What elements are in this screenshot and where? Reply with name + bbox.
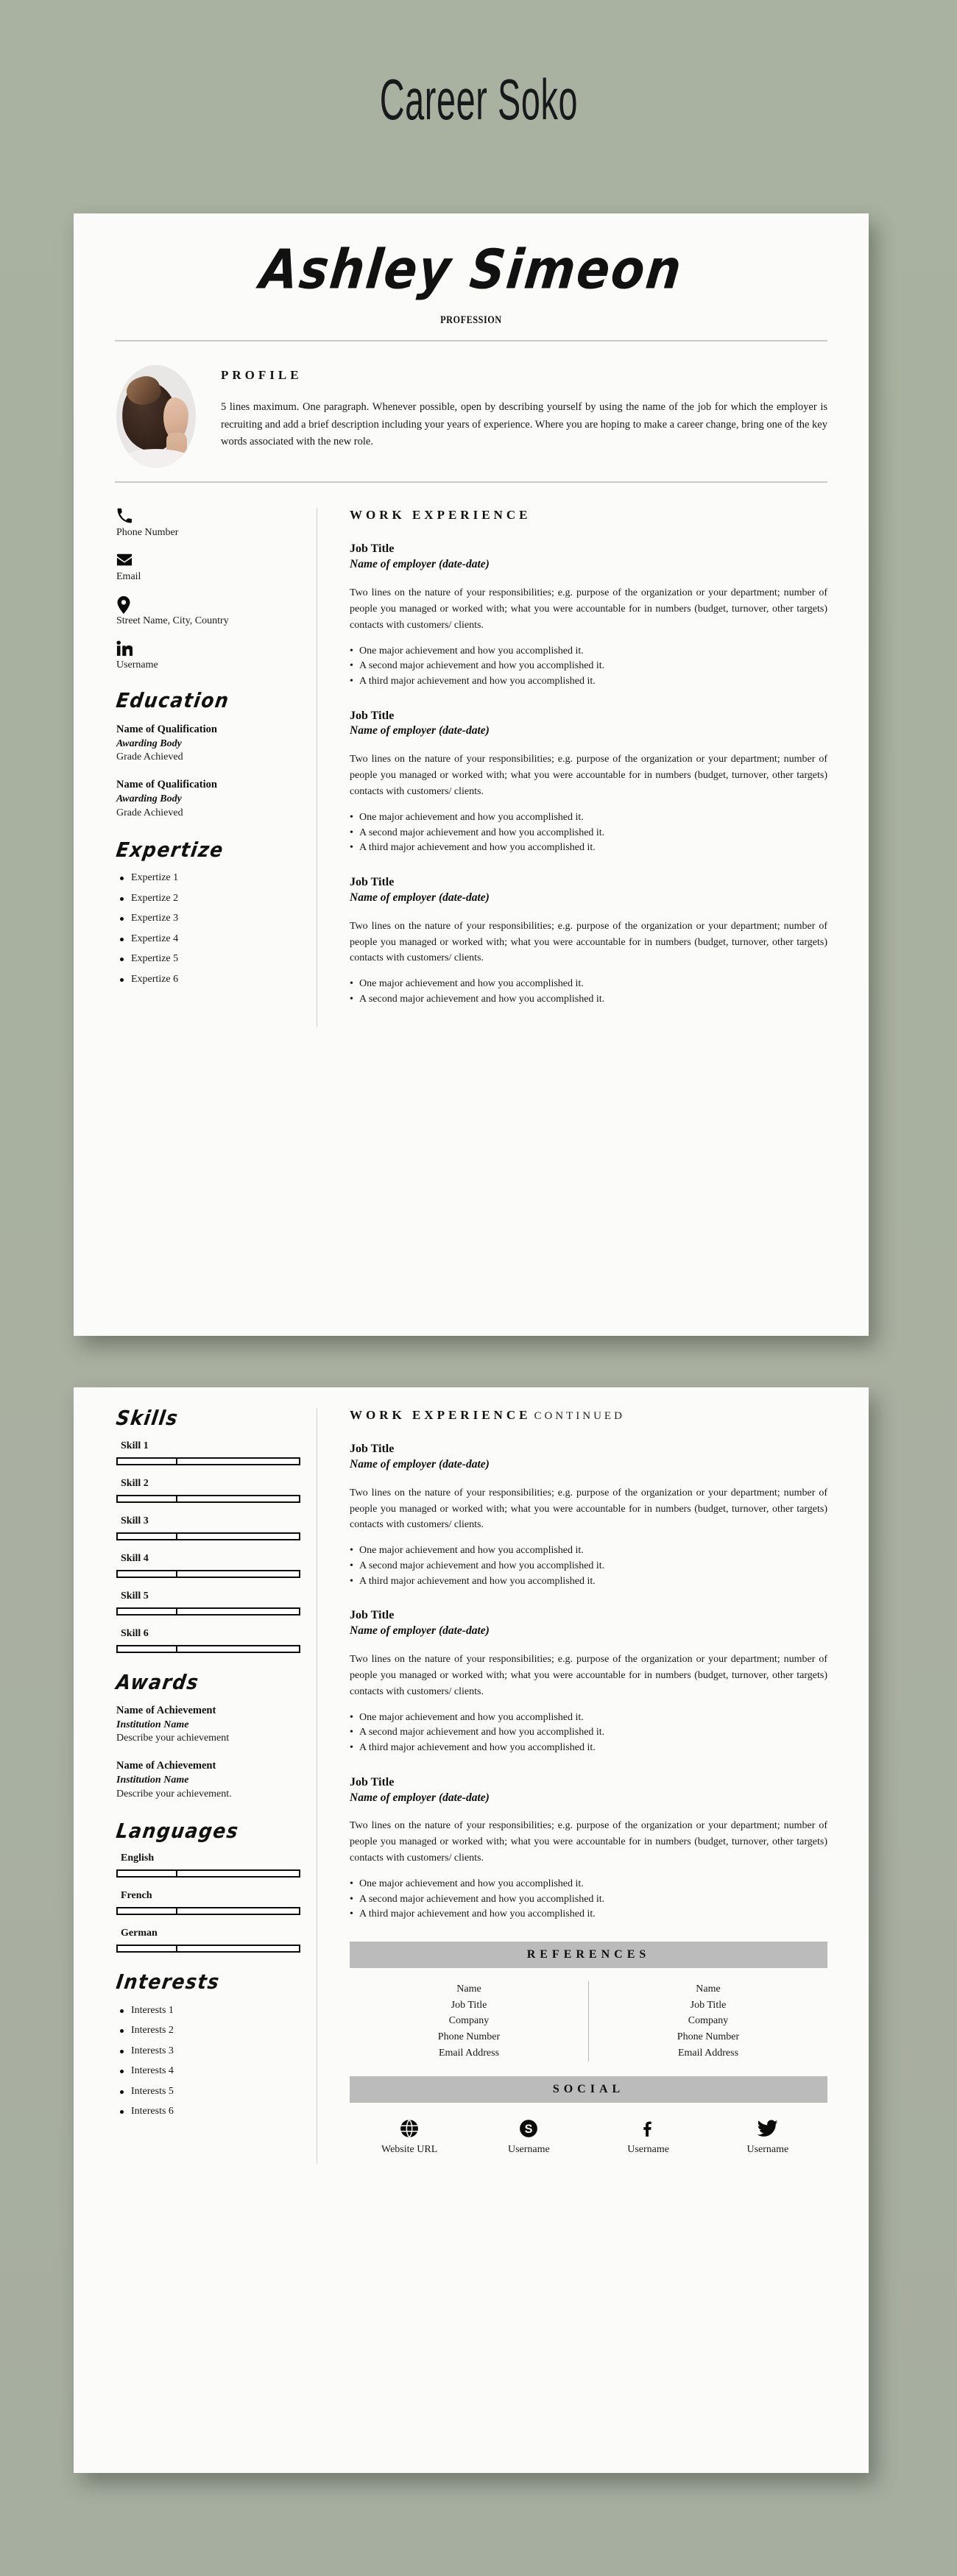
job-entry — [350, 1442, 827, 1589]
work-experience-heading-continued: CONTINUED — [534, 1410, 625, 1422]
education-heading: Education — [114, 689, 231, 712]
job-bullet-list — [350, 1710, 827, 1756]
social-item-facebook[interactable] — [589, 2117, 708, 2156]
job-bullet: • One major achievement and how you accomplished it. — [350, 1877, 827, 1892]
references-banner — [350, 1942, 827, 1968]
expertize-list — [116, 871, 300, 986]
page-1-main — [317, 508, 827, 1026]
candidate-name: Ashley Simeon — [257, 238, 685, 302]
location-pin-icon — [116, 596, 300, 614]
globe-icon — [350, 2117, 469, 2140]
skype-icon — [469, 2117, 588, 2140]
job-title: Job Title — [350, 709, 395, 722]
award-institution: Institution Name — [116, 1774, 189, 1786]
social-label-website: Website URL — [381, 2143, 438, 2155]
contact-item-phone[interactable] — [116, 508, 300, 539]
social-item-website[interactable] — [350, 2117, 469, 2156]
skill-item — [116, 1515, 300, 1540]
list-item: Interests 6 — [116, 2105, 300, 2118]
job-bullet-list — [350, 810, 827, 856]
profile-section — [109, 342, 833, 468]
skill-item — [116, 1478, 300, 1503]
skill-item — [116, 1590, 300, 1616]
language-item — [116, 1928, 300, 1953]
education-entry — [116, 723, 300, 765]
job-employer: Name of employer (date-date) — [350, 558, 490, 571]
skill-bar — [116, 1532, 300, 1540]
award-entry — [116, 1704, 300, 1746]
list-item: Interests 3 — [116, 2045, 300, 2058]
job-title: Job Title — [350, 1443, 395, 1455]
job-bullet: • A third major achievement and how you accomplished it. — [350, 1907, 827, 1922]
list-item: Expertize 1 — [116, 871, 300, 885]
job-title: Job Title — [350, 542, 395, 556]
contact-item-linkedin[interactable] — [116, 640, 300, 672]
contact-list — [116, 508, 300, 671]
job-bullet-list — [350, 1877, 827, 1922]
social-item-twitter[interactable] — [708, 2117, 827, 2156]
job-description: Two lines on the nature of your responsibilities; e.g. purpose of the organization or your department; number of people you managed or worked with; what you were accountable for in numbers (budget, turnover, other targets) contacts with customers/ clients. — [350, 754, 827, 798]
award-entry — [116, 1759, 300, 1801]
job-entry — [350, 1775, 827, 1922]
work-experience-continued-heading — [350, 1408, 827, 1423]
reference-job-title: Job Title — [451, 1999, 487, 2011]
language-item — [116, 1890, 300, 1915]
contact-label-email: Email — [116, 571, 141, 583]
resume-page-2 — [74, 1387, 869, 2473]
avatar — [116, 365, 196, 468]
contact-item-address[interactable] — [116, 596, 300, 628]
job-bullet: • A third major achievement and how you accomplished it. — [350, 841, 827, 856]
expertize-heading: Expertize — [114, 838, 226, 862]
reference-company: Company — [448, 2015, 490, 2027]
languages-heading-wrap — [116, 1821, 300, 1844]
page-2-main — [317, 1408, 827, 2163]
list-item: Interests 4 — [116, 2064, 300, 2078]
reference-email: Email Address — [677, 2047, 739, 2059]
skills-list — [116, 1440, 300, 1653]
job-bullet: • A second major achievement and how you accomplished it. — [350, 659, 827, 674]
award-name: Name of Achievement — [116, 1705, 216, 1716]
list-item: Expertize 5 — [116, 952, 300, 966]
job-description: Two lines on the nature of your responsibilities; e.g. purpose of the organization or your department; number of people you managed or worked with; what you were accountable for in numbers (budget, turnover, other targets) contacts with customers/ clients. — [350, 1654, 827, 1697]
page-1-columns — [109, 483, 833, 1026]
list-item: Expertize 2 — [116, 892, 300, 905]
reference-email: Email Address — [438, 2047, 500, 2059]
twitter-icon — [708, 2117, 827, 2140]
job-entry — [350, 875, 827, 1008]
job-bullet: • A second major achievement and how you accomplished it. — [350, 1892, 827, 1908]
language-bar — [116, 1869, 300, 1878]
social-banner — [350, 2076, 827, 2103]
brand-title: Career Soko — [379, 67, 578, 132]
profile-heading: PROFILE — [221, 368, 303, 383]
facebook-icon — [589, 2117, 708, 2140]
language-item — [116, 1853, 300, 1878]
job-bullet: • A second major achievement and how you accomplished it. — [350, 826, 827, 841]
contact-item-email[interactable] — [116, 552, 300, 584]
page-2-sidebar — [116, 1408, 317, 2163]
social-list — [350, 2117, 827, 2163]
job-entry — [350, 542, 827, 689]
list-item: Interests 2 — [116, 2024, 300, 2037]
job-bullet: • A second major achievement and how you accomplished it. — [350, 1559, 827, 1574]
language-bar — [116, 1945, 300, 1953]
education-awarding-body: Awarding Body — [116, 737, 182, 749]
skills-heading-wrap — [116, 1408, 300, 1432]
award-description: Describe your achievement. — [116, 1788, 232, 1800]
page-2-columns — [109, 1387, 833, 2163]
reference-phone: Phone Number — [677, 2031, 740, 2043]
job-employer: Name of employer (date-date) — [350, 724, 490, 737]
profile-body: 5 lines maximum. One paragraph. Whenever possible, open by describing yourself by using the name of the job for which the employer is recruiting and add a brief description including your years of experience. Where you are hoping to make a career change, bring one of the key words associated with the new role. — [221, 401, 827, 448]
job-title: Job Title — [350, 1609, 395, 1622]
reference-name: Name — [696, 1984, 721, 1995]
skill-item — [116, 1553, 300, 1578]
education-grade: Grade Achieved — [116, 751, 183, 763]
skill-item — [116, 1440, 300, 1465]
page-1-sidebar — [116, 508, 317, 1026]
brand-header — [0, 0, 957, 199]
job-bullet: • One major achievement and how you accomplished it. — [350, 1710, 827, 1726]
skill-label: Skill 2 — [121, 1477, 149, 1489]
job-bullet: • One major achievement and how you accomplished it. — [350, 644, 827, 659]
interests-heading-wrap — [116, 1972, 300, 1995]
language-label: German — [121, 1928, 158, 1939]
job-bullet: • A second major achievement and how you accomplished it. — [350, 992, 827, 1008]
education-awarding-body: Awarding Body — [116, 793, 182, 804]
reference-column — [589, 1981, 827, 2061]
social-label-facebook: Username — [627, 2143, 669, 2155]
reference-column — [350, 1981, 588, 2061]
education-heading-wrap — [116, 690, 300, 714]
name-block — [109, 213, 833, 327]
resume-page-1 — [74, 213, 869, 1336]
skill-label: Skill 1 — [121, 1440, 149, 1451]
job-description: Two lines on the nature of your responsibilities; e.g. purpose of the organization or your department; number of people you managed or worked with; what you were accountable for in numbers (budget, turnover, other targets) contacts with customers/ clients. — [350, 1487, 827, 1531]
phone-icon — [116, 508, 300, 526]
skills-heading: Skills — [114, 1406, 180, 1430]
skill-label: Skill 4 — [121, 1552, 149, 1564]
job-bullet-list — [350, 644, 827, 690]
work-experience-heading-bold: WORK EXPERIENCE — [350, 1408, 532, 1422]
job-bullet: • One major achievement and how you accomplished it. — [350, 810, 827, 826]
language-label: French — [121, 1890, 152, 1902]
award-name: Name of Achievement — [116, 1760, 216, 1772]
job-employer: Name of employer (date-date) — [350, 1457, 490, 1471]
contact-label-linkedin: Username — [116, 659, 158, 670]
skill-bar — [116, 1495, 300, 1503]
skill-bar — [116, 1645, 300, 1653]
contact-label-address: Street Name, City, Country — [116, 615, 229, 626]
job-entry — [350, 709, 827, 856]
job-bullet: • A second major achievement and how you accomplished it. — [350, 1725, 827, 1741]
reference-job-title: Job Title — [690, 1999, 727, 2011]
job-bullet-list — [350, 977, 827, 1007]
languages-heading: Languages — [114, 1819, 241, 1843]
interests-list — [116, 2004, 300, 2118]
award-institution: Institution Name — [116, 1719, 189, 1730]
envelope-icon — [116, 552, 300, 570]
work-experience-heading-bold: WORK EXPERIENCE — [350, 508, 532, 523]
list-item: Expertize 4 — [116, 933, 300, 946]
language-bar — [116, 1907, 300, 1915]
job-description: Two lines on the nature of your responsibilities; e.g. purpose of the organization or your department; number of people you managed or worked with; what you were accountable for in numbers (budget, turnover, other targets) contacts with customers/ clients. — [350, 920, 827, 964]
references-section — [350, 1981, 827, 2061]
references-banner-label: REFERENCES — [526, 1948, 651, 1961]
linkedin-icon — [116, 640, 300, 658]
work-experience-heading — [350, 508, 827, 523]
skill-label: Skill 3 — [121, 1515, 149, 1526]
job-employer: Name of employer (date-date) — [350, 1791, 490, 1804]
skill-item — [116, 1628, 300, 1653]
education-qualification: Name of Qualification — [116, 779, 217, 791]
education-grade: Grade Achieved — [116, 807, 183, 818]
reference-name: Name — [456, 1984, 481, 1995]
job-bullet: • A third major achievement and how you accomplished it. — [350, 1574, 827, 1590]
job-title: Job Title — [350, 1775, 395, 1788]
job-bullet: • A third major achievement and how you accomplished it. — [350, 674, 827, 690]
languages-list — [116, 1853, 300, 1953]
candidate-profession: PROFESSION — [440, 314, 502, 327]
job-bullet-list — [350, 1543, 827, 1589]
social-banner-label: SOCIAL — [552, 2082, 625, 2095]
education-entry — [116, 778, 300, 820]
job-title: Job Title — [350, 876, 395, 889]
reference-company: Company — [688, 2015, 729, 2027]
social-label-twitter: Username — [746, 2143, 789, 2155]
job-bullet: • A third major achievement and how you accomplished it. — [350, 1741, 827, 1756]
skill-label: Skill 6 — [121, 1627, 149, 1639]
award-description: Describe your achievement — [116, 1733, 230, 1744]
interests-heading: Interests — [114, 1970, 222, 1994]
list-item: Interests 1 — [116, 2004, 300, 2017]
svg-text:S: S — [524, 2122, 533, 2136]
job-bullet: • One major achievement and how you accomplished it. — [350, 977, 827, 992]
language-label: English — [121, 1853, 155, 1864]
job-description: Two lines on the nature of your responsibilities; e.g. purpose of the organization or your department; number of people you managed or worked with; what you were accountable for in numbers (budget, turnover, other targets) contacts with customers/ clients. — [350, 587, 827, 631]
skill-label: Skill 5 — [121, 1590, 149, 1602]
list-item: Interests 5 — [116, 2085, 300, 2098]
social-label-skype: Username — [507, 2143, 550, 2155]
skill-bar — [116, 1570, 300, 1578]
contact-label-phone: Phone Number — [116, 527, 179, 539]
job-employer: Name of employer (date-date) — [350, 891, 490, 904]
job-bullet: • One major achievement and how you accomplished it. — [350, 1543, 827, 1559]
list-item: Expertize 3 — [116, 912, 300, 925]
skill-bar — [116, 1607, 300, 1616]
social-item-skype[interactable] — [469, 2117, 588, 2156]
job-entry — [350, 1608, 827, 1755]
awards-heading-wrap — [116, 1672, 300, 1696]
list-item: Expertize 6 — [116, 973, 300, 986]
reference-phone: Phone Number — [437, 2031, 501, 2043]
job-employer: Name of employer (date-date) — [350, 1624, 490, 1638]
education-qualification: Name of Qualification — [116, 723, 217, 735]
awards-heading: Awards — [114, 1670, 201, 1694]
job-description: Two lines on the nature of your responsibilities; e.g. purpose of the organization or your department; number of people you managed or worked with; what you were accountable for in numbers (budget, turnover, other targets) contacts with customers/ clients. — [350, 1820, 827, 1864]
skill-bar — [116, 1457, 300, 1465]
expertize-heading-wrap — [116, 840, 300, 863]
